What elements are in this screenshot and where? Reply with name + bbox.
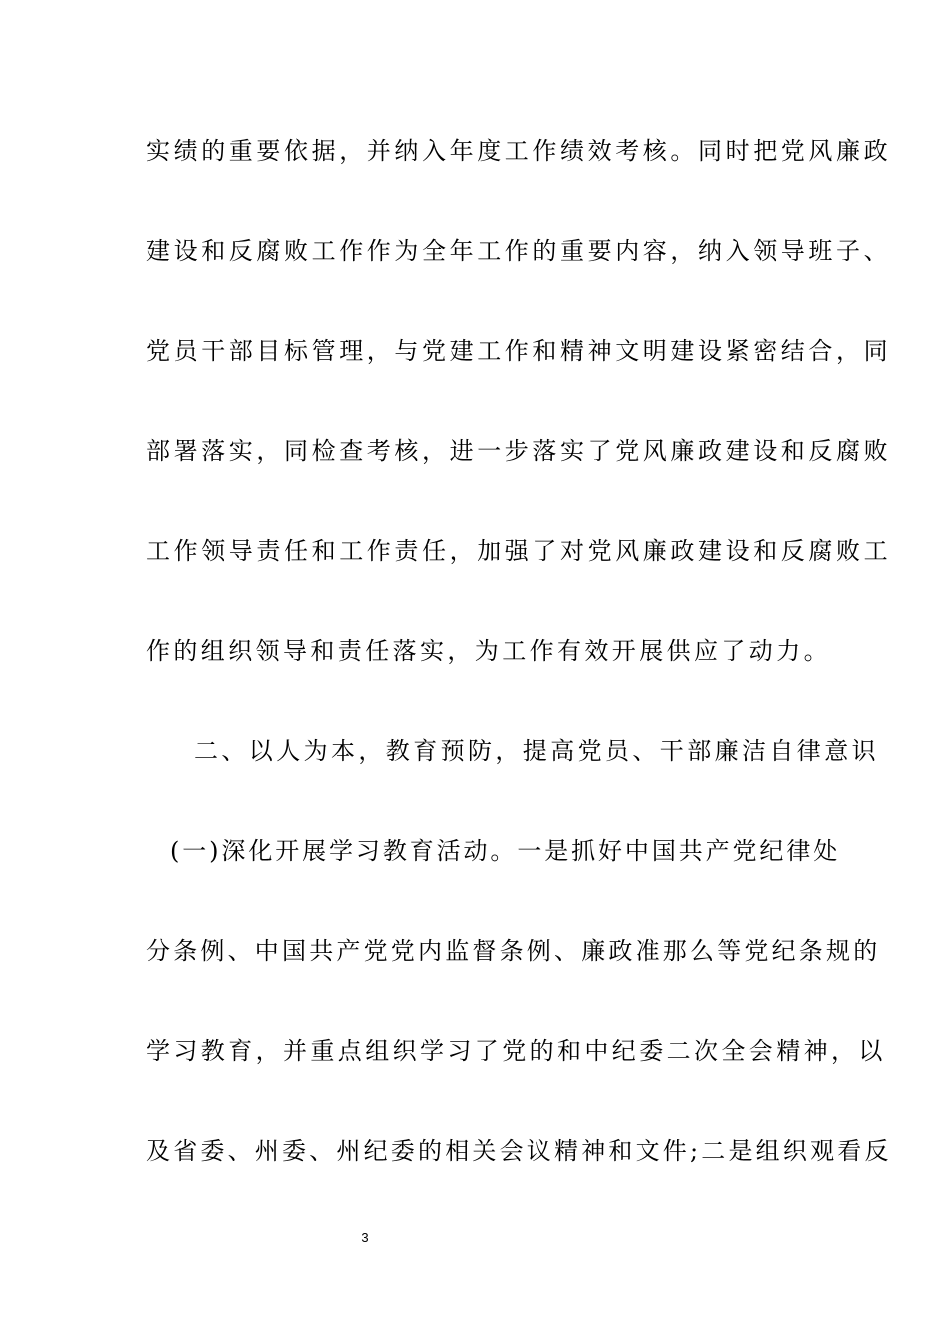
paragraph-line: 实绩的重要依据，并纳入年度工作绩效考核。同时把党风廉政 xyxy=(146,137,892,165)
paragraph-line: 建设和反腐败工作作为全年工作的重要内容，纳入领导班子、 xyxy=(146,237,892,265)
paragraph-line: 工作领导责任和工作责任，加强了对党风廉政建设和反腐败工 xyxy=(146,537,892,565)
paragraph-line: 党员干部目标管理，与党建工作和精神文明建设紧密结合，同 xyxy=(146,337,892,365)
paragraph-line: 部署落实，同检查考核，进一步落实了党风廉政建设和反腐败 xyxy=(146,437,892,465)
page-number: 3 xyxy=(361,1230,369,1245)
paragraph-line: 学习教育，并重点组织学习了党的和中纪委二次全会精神，以 xyxy=(146,1037,886,1065)
paragraph-line: 作的组织领导和责任落实，为工作有效开展供应了动力。 xyxy=(146,637,831,665)
paragraph-line: 分条例、中国共产党党内监督条例、廉政准那么等党纪条规的 xyxy=(146,937,881,965)
paragraph-line: 及省委、州委、州纪委的相关会议精神和文件;二是组织观看反 xyxy=(146,1137,892,1165)
paragraph-line: (一)深化开展学习教育活动。一是抓好中国共产党纪律处 xyxy=(170,837,841,865)
section-heading: 二、以人为本，教育预防，提高党员、干部廉洁自律意识 xyxy=(194,737,879,765)
